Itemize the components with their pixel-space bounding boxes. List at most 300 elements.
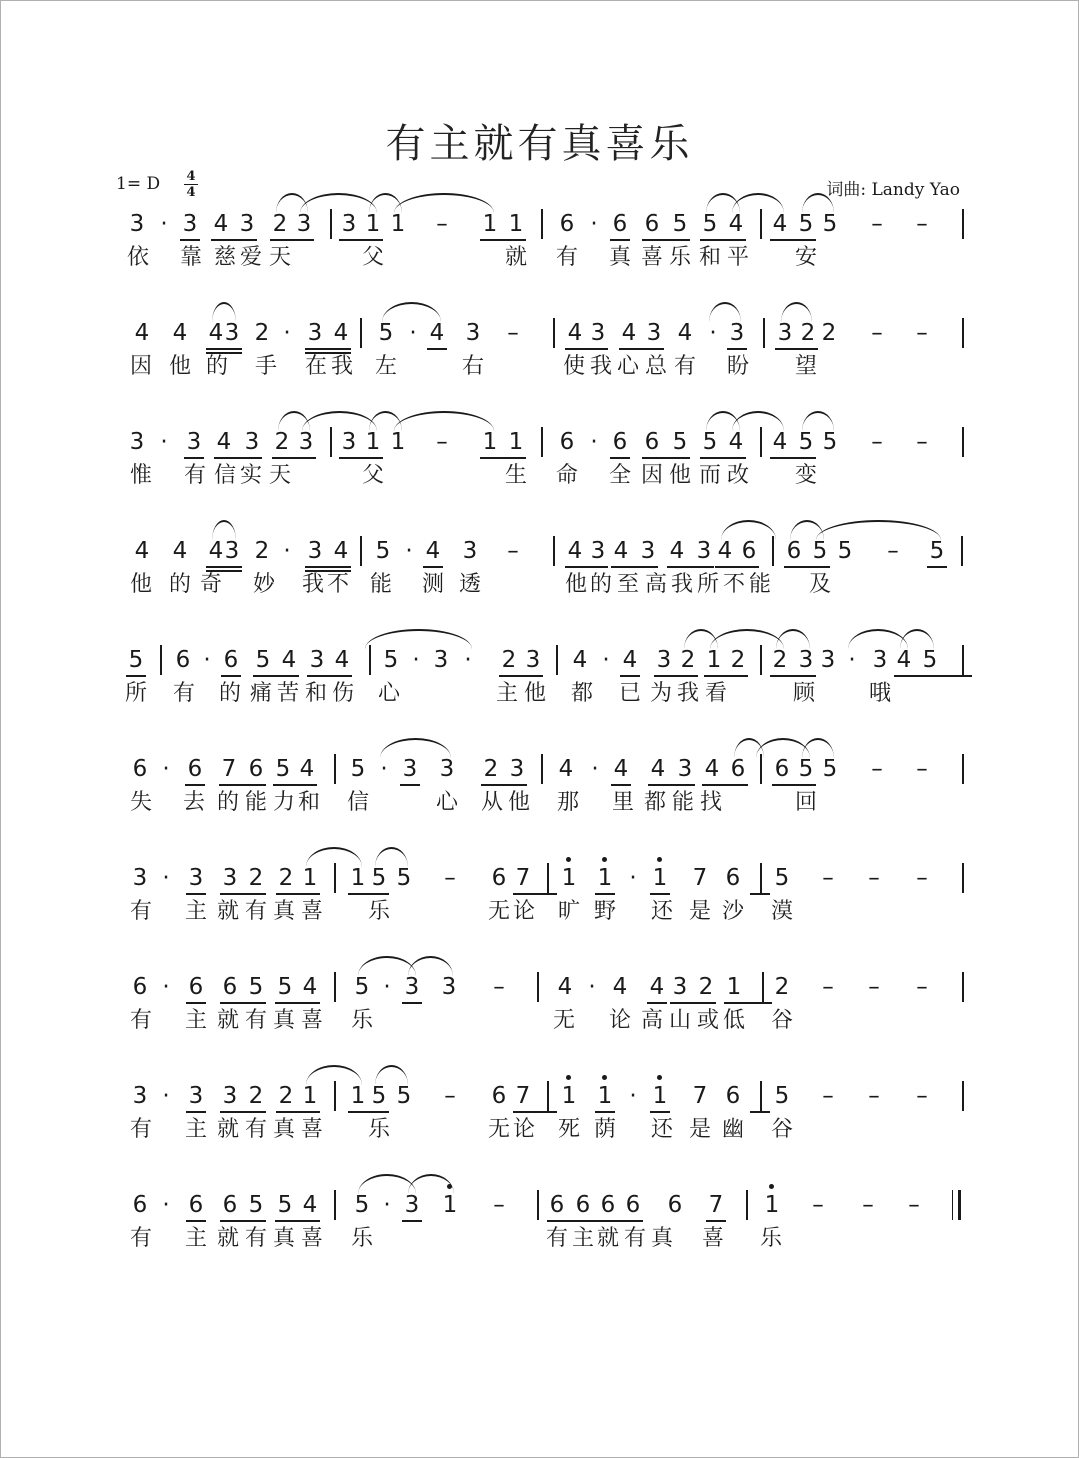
note: 1 xyxy=(508,429,524,455)
lyric-char: 有 xyxy=(623,1226,646,1251)
lyric-char: 有 xyxy=(545,1226,568,1251)
lyric-char: 主 xyxy=(571,1226,594,1251)
high-octave-dot xyxy=(602,857,607,862)
lyric-char: 就 xyxy=(216,1008,239,1033)
note: 4 xyxy=(216,429,232,455)
note: 6 xyxy=(575,1192,591,1218)
lyric-char: 能 xyxy=(748,572,771,597)
lyric-char: 实 xyxy=(239,463,262,488)
extension-dash: – xyxy=(871,211,883,237)
note: 5 xyxy=(774,1083,790,1109)
time-signature xyxy=(184,170,198,199)
note: 6 xyxy=(725,1083,741,1109)
beam-underline xyxy=(750,893,770,895)
lyric-char: 奇 xyxy=(199,572,222,597)
beam-underline xyxy=(513,893,557,895)
note: 1 xyxy=(350,865,366,891)
lyric-char: 就 xyxy=(216,899,239,924)
beam-underline xyxy=(253,675,299,677)
barline xyxy=(962,972,964,1002)
note: 5 xyxy=(354,1192,370,1218)
lyric-line xyxy=(0,1006,1079,1036)
note: 3 xyxy=(309,647,325,673)
note: 4 xyxy=(334,647,350,673)
augmentation-dot: · xyxy=(588,974,596,1000)
final-barline xyxy=(958,1190,961,1220)
lyric-char: 主 xyxy=(184,1226,207,1251)
lyric-char: 有 xyxy=(244,1226,267,1251)
note: 5 xyxy=(277,1192,293,1218)
beam-underline xyxy=(619,348,664,350)
lyric-char: 我 xyxy=(676,681,699,706)
note: 3 xyxy=(798,647,814,673)
lyric-char: 乐 xyxy=(759,1226,782,1251)
lyric-line xyxy=(0,570,1079,600)
note: 6 xyxy=(549,1192,565,1218)
augmentation-dot: · xyxy=(464,647,472,673)
note: 6 xyxy=(612,211,628,237)
beam-underline xyxy=(620,675,640,677)
extension-dash: – xyxy=(871,756,883,782)
beam-underline xyxy=(275,1220,320,1222)
lyric-char: 心 xyxy=(377,681,400,706)
key-signature: 1= D xyxy=(116,174,161,194)
note: 3 xyxy=(182,211,198,237)
extension-dash: – xyxy=(916,865,928,891)
song-title: 有主就有真喜乐 xyxy=(385,121,694,167)
beam-underline xyxy=(927,566,947,568)
extension-dash: – xyxy=(871,429,883,455)
lyric-char: 我 xyxy=(670,572,693,597)
note: 2 xyxy=(680,647,696,673)
lyric-char: 他 xyxy=(129,572,152,597)
note: 3 xyxy=(696,538,712,564)
barline xyxy=(760,1081,762,1111)
beam-underline xyxy=(339,239,383,241)
augmentation-dot: · xyxy=(162,865,170,891)
note: 7 xyxy=(708,1192,724,1218)
lyric-char: 我 xyxy=(301,572,324,597)
note: 4 xyxy=(134,320,150,346)
note: 5 xyxy=(702,429,718,455)
lyric-char: 山 xyxy=(668,1008,691,1033)
beam-underline xyxy=(700,457,746,459)
note: 3 xyxy=(307,538,323,564)
extension-dash: – xyxy=(868,1083,880,1109)
lyric-char: 喜 xyxy=(640,245,663,270)
note: 1 xyxy=(648,863,672,893)
note: 4 xyxy=(557,974,573,1000)
beam-underline xyxy=(211,239,257,241)
note: 4 xyxy=(572,647,588,673)
note: 3 xyxy=(820,647,836,673)
lyric-char: 看 xyxy=(704,681,727,706)
note: 3 xyxy=(465,320,481,346)
extension-dash: – xyxy=(493,974,505,1000)
lyric-char: 他 xyxy=(523,681,546,706)
augmentation-dot: · xyxy=(629,1083,637,1109)
lyric-char: 至 xyxy=(616,572,639,597)
beam-underline xyxy=(611,566,658,568)
beam-underline xyxy=(642,239,690,241)
barline xyxy=(553,318,555,348)
barline xyxy=(772,536,774,566)
note: 4 xyxy=(208,320,224,346)
note: 4 xyxy=(567,538,583,564)
note: 6 xyxy=(600,1192,616,1218)
note: 1 xyxy=(390,429,406,455)
note: 1 xyxy=(760,1190,784,1220)
lyric-char: 无 xyxy=(552,1008,575,1033)
note: 5 xyxy=(822,756,838,782)
extension-dash: – xyxy=(916,429,928,455)
note: 3 xyxy=(729,320,745,346)
lyric-char: 的 xyxy=(168,572,191,597)
lyric-char: 真 xyxy=(608,245,631,270)
lyric-char: 和 xyxy=(297,790,320,815)
note: 5 xyxy=(371,1083,387,1109)
note: 4 xyxy=(299,756,315,782)
lyric-char: 喜 xyxy=(701,1226,724,1251)
beam-underline xyxy=(307,675,352,677)
lyric-char: 他 xyxy=(564,572,587,597)
note: 4 xyxy=(134,538,150,564)
lyric-char: 透 xyxy=(458,572,481,597)
note: 6 xyxy=(559,211,575,237)
lyric-char: 真 xyxy=(272,1226,295,1251)
barline xyxy=(360,318,362,348)
barline xyxy=(547,863,549,893)
note: 3 xyxy=(132,1083,148,1109)
beam-underline xyxy=(186,1220,206,1222)
barline xyxy=(330,209,332,239)
barline xyxy=(962,1081,964,1111)
lyric-char: 父 xyxy=(361,245,384,270)
note: 4 xyxy=(704,756,720,782)
note: 2 xyxy=(278,1083,294,1109)
lyric-line xyxy=(0,897,1079,927)
augmentation-dot: · xyxy=(160,211,168,237)
extension-dash: – xyxy=(916,974,928,1000)
lyric-char: 能 xyxy=(671,790,694,815)
note: 6 xyxy=(188,1192,204,1218)
lyric-char: 靠 xyxy=(179,245,202,270)
barline xyxy=(537,972,539,1002)
note: 1 xyxy=(302,1083,318,1109)
beam-underline xyxy=(275,1002,320,1004)
lyric-char: 有 xyxy=(183,463,206,488)
augmentation-dot: · xyxy=(162,756,170,782)
note: 6 xyxy=(491,1083,507,1109)
note: 5 xyxy=(248,1192,264,1218)
note: 3 xyxy=(646,320,662,346)
lyric-char: 顾 xyxy=(792,681,815,706)
barline xyxy=(547,1081,549,1111)
note: 3 xyxy=(224,538,240,564)
beam-underline xyxy=(770,675,816,677)
extension-dash: – xyxy=(822,865,834,891)
note: 4 xyxy=(896,647,912,673)
beam-underline xyxy=(348,1111,389,1113)
note: 3 xyxy=(341,429,357,455)
lyric-char: 力 xyxy=(272,790,295,815)
note: 4 xyxy=(717,538,733,564)
note: 7 xyxy=(221,756,237,782)
note: 4 xyxy=(728,429,744,455)
extension-dash: – xyxy=(871,320,883,346)
extension-dash: – xyxy=(444,865,456,891)
note: 7 xyxy=(515,1083,531,1109)
lyric-char: 天 xyxy=(268,245,291,270)
note: 1 xyxy=(365,429,381,455)
lyric-char: 喜 xyxy=(300,1117,323,1142)
note: 3 xyxy=(224,320,240,346)
note: 2 xyxy=(278,865,294,891)
beam-underline xyxy=(402,1002,422,1004)
note: 3 xyxy=(402,756,418,782)
beam-underline xyxy=(642,457,690,459)
beam-underline xyxy=(704,675,748,677)
beam-underline xyxy=(402,1220,422,1222)
lyric-char: 安 xyxy=(794,245,817,270)
note: 5 xyxy=(248,974,264,1000)
note: 5 xyxy=(396,1083,412,1109)
lyric-char: 去 xyxy=(182,790,205,815)
lyric-char: 他 xyxy=(168,354,191,379)
lyric-char: 所 xyxy=(124,681,147,706)
note: 1 xyxy=(593,1081,617,1111)
augmentation-dot: · xyxy=(412,647,420,673)
note: 3 xyxy=(590,538,606,564)
beam-underline xyxy=(427,348,447,350)
note: 6 xyxy=(175,647,191,673)
extension-dash: – xyxy=(822,974,834,1000)
lyric-char: 就 xyxy=(216,1117,239,1142)
beam-underline xyxy=(750,1111,770,1113)
barline xyxy=(760,209,762,239)
lyric-char: 有 xyxy=(244,1117,267,1142)
barline xyxy=(762,972,764,1002)
barline xyxy=(962,645,964,675)
beam-underline xyxy=(219,784,266,786)
augmentation-dot: · xyxy=(590,429,598,455)
note: 1 xyxy=(557,1081,581,1111)
note: 1 xyxy=(706,647,722,673)
note: 6 xyxy=(644,211,660,237)
lyric-char: 乐 xyxy=(350,1008,373,1033)
extension-dash: – xyxy=(812,1192,824,1218)
note: 2 xyxy=(800,320,816,346)
lyric-char: 主 xyxy=(495,681,518,706)
note: 5 xyxy=(672,211,688,237)
extension-dash: – xyxy=(887,538,899,564)
lyric-char: 生 xyxy=(504,463,527,488)
lyric-char: 乐 xyxy=(367,1117,390,1142)
barline xyxy=(541,209,543,239)
lyric-char: 论 xyxy=(608,1008,631,1033)
barline xyxy=(360,536,362,566)
lyric-line xyxy=(0,352,1079,382)
lyric-char: 喜 xyxy=(300,1008,323,1033)
lyric-char: 有 xyxy=(129,1008,152,1033)
lyric-char: 我 xyxy=(330,354,353,379)
beam-underline xyxy=(772,784,816,786)
note: 6 xyxy=(223,647,239,673)
extension-dash: – xyxy=(862,1192,874,1218)
lyric-char: 信 xyxy=(346,790,369,815)
barline xyxy=(962,209,964,239)
augmentation-dot: · xyxy=(380,756,388,782)
note: 1 xyxy=(726,974,742,1000)
barline xyxy=(961,536,963,566)
lyric-char: 沙 xyxy=(721,899,744,924)
lyric-char: 和 xyxy=(698,245,721,270)
lyric-char: 高 xyxy=(644,572,667,597)
beam-underline xyxy=(186,1002,206,1004)
lyric-line xyxy=(0,1115,1079,1145)
augmentation-dot: · xyxy=(203,647,211,673)
note: 2 xyxy=(501,647,517,673)
note: 5 xyxy=(275,756,291,782)
note: 5 xyxy=(922,647,938,673)
time-signature-top: 4 xyxy=(186,169,196,184)
augmentation-dot: · xyxy=(409,320,417,346)
note: 4 xyxy=(677,320,693,346)
lyric-char: 及 xyxy=(808,572,831,597)
lyric-char: 野 xyxy=(593,899,616,924)
extension-dash: – xyxy=(868,974,880,1000)
lyric-char: 的 xyxy=(589,572,612,597)
lyric-char: 平 xyxy=(726,245,749,270)
note: 5 xyxy=(383,647,399,673)
barline xyxy=(962,318,964,348)
note: 1 xyxy=(302,865,318,891)
beam-underline xyxy=(595,893,615,895)
note: 3 xyxy=(222,865,238,891)
beam-underline xyxy=(650,893,670,895)
lyric-char: 有 xyxy=(244,1008,267,1033)
lyric-char: 有 xyxy=(244,899,267,924)
note: 3 xyxy=(132,865,148,891)
note: 5 xyxy=(702,211,718,237)
lyric-char: 有 xyxy=(555,245,578,270)
lyric-char: 总 xyxy=(644,354,667,379)
beam-underline xyxy=(499,675,543,677)
lyric-char: 谷 xyxy=(770,1117,793,1142)
lyric-char: 因 xyxy=(640,463,663,488)
beam-underline xyxy=(186,1111,206,1113)
note: 3 xyxy=(298,429,314,455)
lyric-line xyxy=(0,1224,1079,1254)
lyric-line xyxy=(0,461,1079,491)
barline xyxy=(369,645,371,675)
lyric-char: 的 xyxy=(218,681,241,706)
lyric-char: 伤 xyxy=(331,681,354,706)
note: 5 xyxy=(822,211,838,237)
lyric-char: 命 xyxy=(555,463,578,488)
lyric-line xyxy=(0,679,1079,709)
note: 5 xyxy=(255,647,271,673)
note: 5 xyxy=(354,974,370,1000)
beam-underline xyxy=(206,566,242,568)
lyric-char: 有 xyxy=(129,1117,152,1142)
note: 1 xyxy=(482,211,498,237)
lyric-char: 因 xyxy=(129,354,152,379)
note: 3 xyxy=(656,647,672,673)
beam-underline xyxy=(595,1111,615,1113)
beam-underline xyxy=(184,457,204,459)
lyric-char: 哦 xyxy=(868,681,891,706)
beam-underline xyxy=(775,348,818,350)
beam-underline xyxy=(481,784,527,786)
note: 2 xyxy=(774,974,790,1000)
lyric-line xyxy=(0,788,1079,818)
barline xyxy=(330,427,332,457)
lyric-char: 都 xyxy=(643,790,666,815)
note: 1 xyxy=(648,1081,672,1111)
high-octave-dot xyxy=(657,857,662,862)
note: 3 xyxy=(590,320,606,346)
lyric-char: 全 xyxy=(608,463,631,488)
beam-underline xyxy=(702,784,748,786)
note: 4 xyxy=(728,211,744,237)
note: 6 xyxy=(774,756,790,782)
note: 3 xyxy=(441,974,457,1000)
note: 7 xyxy=(692,1083,708,1109)
lyric-char: 是 xyxy=(688,899,711,924)
staff-system xyxy=(0,1190,1079,1270)
beam-underline xyxy=(654,675,698,677)
beam-underline xyxy=(547,1220,643,1222)
note: 3 xyxy=(462,538,478,564)
lyric-char: 爱 xyxy=(239,245,262,270)
lyric-char: 能 xyxy=(244,790,267,815)
lyric-char: 就 xyxy=(596,1226,619,1251)
augmentation-dot: · xyxy=(283,320,291,346)
note: 6 xyxy=(491,865,507,891)
beam-underline xyxy=(206,348,242,350)
note: 3 xyxy=(222,1083,238,1109)
augmentation-dot: · xyxy=(602,647,610,673)
note: 5 xyxy=(929,538,945,564)
note: 3 xyxy=(244,429,260,455)
note: 5 xyxy=(798,211,814,237)
beam-underline xyxy=(305,348,351,350)
augmentation-dot: · xyxy=(283,538,291,564)
staff-system xyxy=(0,427,1079,507)
extension-dash: – xyxy=(493,1192,505,1218)
lyric-char: 依 xyxy=(126,245,149,270)
beam-underline xyxy=(770,239,816,241)
lyric-char: 而 xyxy=(698,463,721,488)
note: 3 xyxy=(677,756,693,782)
note: 4 xyxy=(302,1192,318,1218)
lyric-char: 漠 xyxy=(770,899,793,924)
lyric-char: 旷 xyxy=(557,899,580,924)
staff-system xyxy=(0,1081,1079,1161)
note: 3 xyxy=(129,211,145,237)
beam-underline xyxy=(480,239,526,241)
note: 3 xyxy=(296,211,312,237)
note: 5 xyxy=(774,865,790,891)
lyric-char: 真 xyxy=(272,899,295,924)
beam-underline xyxy=(214,457,262,459)
staff-system xyxy=(0,863,1079,943)
lyric-char: 有 xyxy=(129,1226,152,1251)
lyric-line xyxy=(0,243,1079,273)
lyric-char: 不 xyxy=(326,572,349,597)
barline xyxy=(553,536,555,566)
